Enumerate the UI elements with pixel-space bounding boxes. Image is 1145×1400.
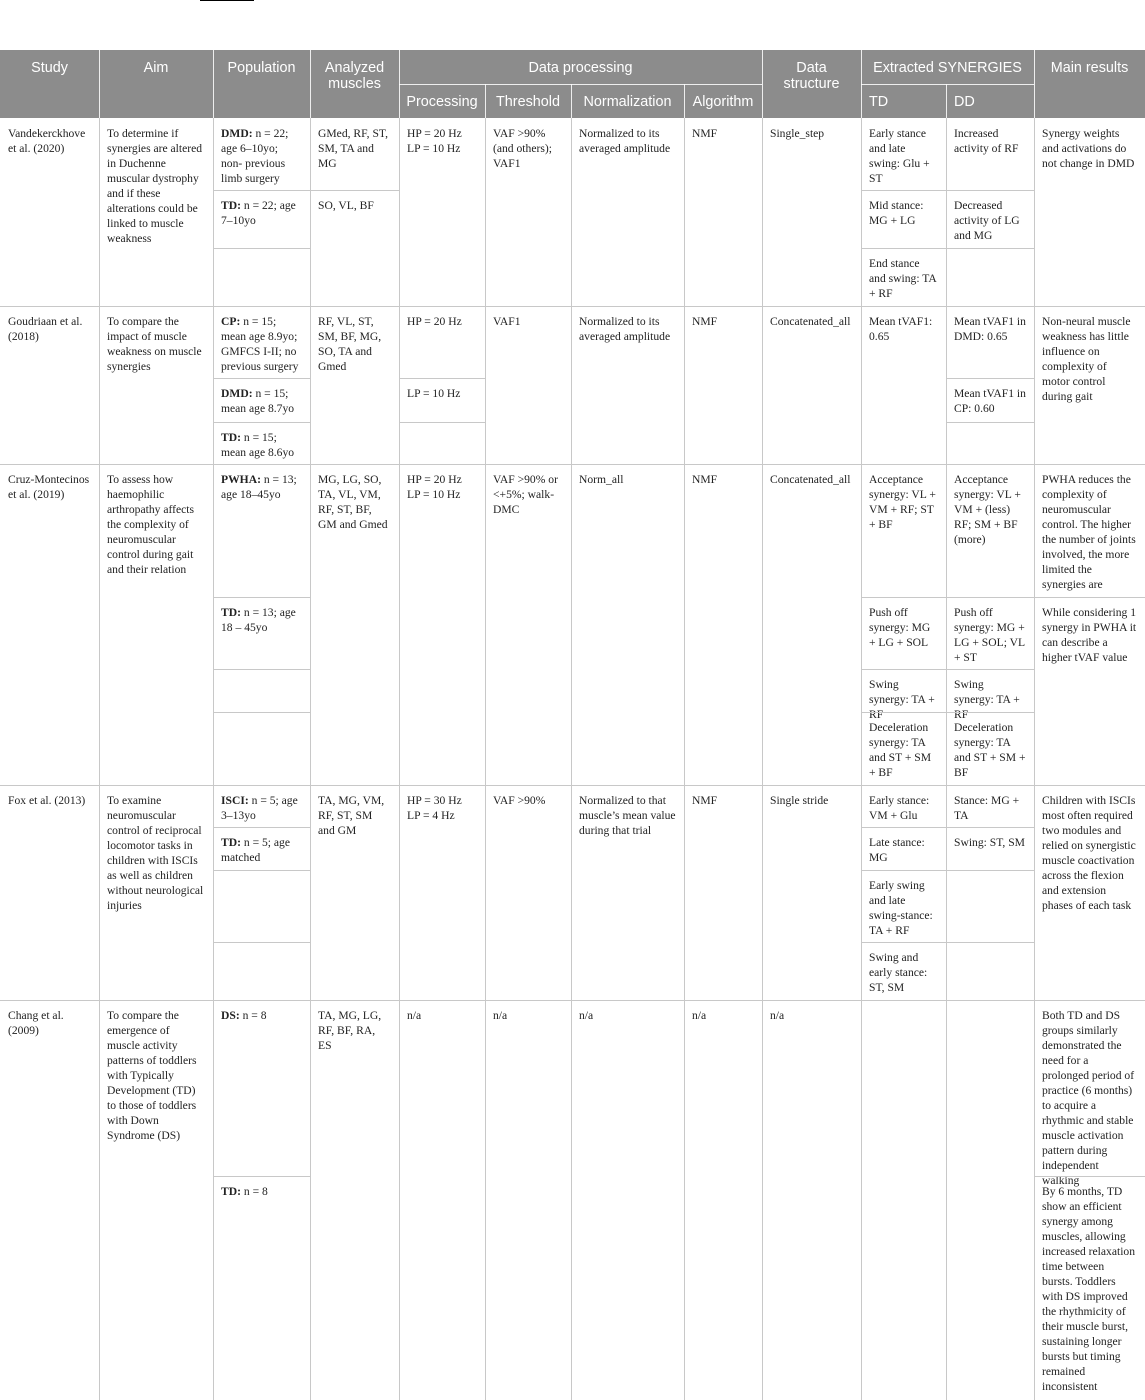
row1-muscles-1: GMed, RF, ST, SM, TA and MG (318, 127, 389, 170)
row2-aim: To compare the impact of muscle weakness on muscle synergies (107, 315, 202, 373)
row2-processing-1: HP = 20 Hz (407, 315, 462, 328)
row5-muscles: TA, MG, LG, RF, BF, RA, ES (318, 1009, 382, 1052)
row4-population-1: ISCI: n = 5; age 3–13yo (221, 794, 298, 822)
row4-td-1: Early stance: VM + Glu (869, 794, 930, 822)
row4-structure: Single stride (770, 794, 829, 807)
row2-structure: Concatenated_all (770, 315, 851, 328)
row2-results: Non-neural muscle weakness has little influence on complexity of motor control during gait (1042, 315, 1131, 403)
row4-td-3: Early swing and late swing-stance: TA + RF (869, 879, 933, 937)
row3-dd-3: Swing synergy: TA + RF (954, 678, 1020, 721)
row4-dd-2: Swing: ST, SM (954, 836, 1025, 849)
row3-algorithm: NMF (692, 473, 718, 486)
row1-results: Synergy weights and activations do not change in DMD (1042, 127, 1135, 170)
row3-population-2: TD: n = 13; age 18 – 45yo (221, 606, 296, 634)
row5-processing: n/a (407, 1009, 422, 1022)
row1-structure: Single_step (770, 127, 825, 140)
header-extracted-synergies: Extracted SYNERGIES (861, 50, 1034, 84)
row2-population-3: TD: n = 15; mean age 8.6yo (221, 431, 295, 459)
header-aim: Aim (99, 50, 213, 118)
top-rule (200, 0, 254, 1)
header-normalization: Normalization (571, 84, 684, 118)
row3-normalization: Norm_all (579, 473, 624, 486)
row2-dd-1: Mean tVAF1 in DMD: 0.65 (954, 315, 1026, 343)
row5-algorithm: n/a (692, 1009, 707, 1022)
row1-threshold: VAF >90% (and others); VAF1 (493, 127, 552, 170)
row3-study: Cruz-Montecinos et al. (2019) (8, 473, 90, 501)
row4-aim: To examine neuromuscular control of reciprocal locomotor tasks in children with ISCIs as well as children without neurological injuries (107, 794, 204, 912)
row3-td-4: Deceleration synergy: TA and ST + SM + BF (869, 721, 932, 779)
row3-muscles: MG, LG, SO, TA, VL, VM, RF, ST, BF, GM and Gmed (318, 473, 388, 531)
row5-aim: To compare the emergence of muscle activity patterns of toddlers with Typically Development (TD) to those of toddlers with Down Syndrome (DS) (107, 1009, 197, 1142)
row1-td-1: Early stance and late swing: Glu + ST (869, 127, 930, 185)
row4-processing: HP = 30 Hz LP = 4 Hz (407, 794, 462, 822)
row4-threshold: VAF >90% (493, 794, 546, 807)
row5-results-2: By 6 months, TD show an efficient synergy among muscles, allowing increased relaxation time between bursts. Toddlers with DS improved the rhythmicity of their muscle burst, sustaining longer bursts but timing remained inconsistent (1042, 1185, 1136, 1393)
header-population: Population (213, 50, 310, 118)
header-td: TD (861, 84, 946, 118)
row2-algorithm: NMF (692, 315, 718, 328)
row2-processing-2: LP = 10 Hz (407, 387, 461, 400)
row2-dd-2: Mean tVAF1 in CP: 0.60 (954, 387, 1026, 415)
row4-td-4: Swing and early stance: ST, SM (869, 951, 928, 994)
row3-td-1: Acceptance synergy: VL + VM + RF; ST + BF (869, 473, 936, 531)
row3-structure: Concatenated_all (770, 473, 851, 486)
row4-population-2: TD: n = 5; age matched (221, 836, 291, 864)
header-processing: Processing (399, 84, 485, 118)
row1-population-1: DMD: n = 22; age 6–10yo; non- previous limb surgery (221, 127, 289, 185)
header-data-structure: Data structure (762, 50, 861, 118)
row1-dd-1: Increased activity of RF (954, 127, 1019, 155)
row1-muscles-2: SO, VL, BF (318, 199, 374, 212)
row5-population-2: TD: n = 8 (221, 1185, 268, 1198)
row1-normalization: Normalized to its averaged amplitude (579, 127, 671, 155)
row5-threshold: n/a (493, 1009, 508, 1022)
row3-td-2: Push off synergy: MG + LG + SOL (869, 606, 931, 649)
row4-td-2: Late stance: MG (869, 836, 925, 864)
row3-results-1: PWHA reduces the complexity of neuromuscular control. The higher the number of joints involved, the more limited the synergies are (1042, 473, 1136, 591)
row4-algorithm: NMF (692, 794, 718, 807)
row4-muscles: TA, MG, VM, RF, ST, SM and GM (318, 794, 385, 837)
row5-results-1: Both TD and DS groups similarly demonstrated the need for a prolonged period of practice (6 months) to acquire a rhythmic and stable muscle activation pattern during independent walking (1042, 1009, 1135, 1187)
row2-population-2: DMD: n = 15; mean age 8.7yo (221, 387, 295, 415)
header-data-processing: Data processing (399, 50, 762, 84)
row4-dd-1: Stance: MG + TA (954, 794, 1020, 822)
row5-normalization: n/a (579, 1009, 594, 1022)
row3-dd-1: Acceptance synergy: VL + VM + (less) RF; SM + BF (more) (954, 473, 1021, 546)
header-dd: DD (946, 84, 1034, 118)
row3-dd-4: Deceleration synergy: TA and ST + SM + BF (954, 721, 1026, 779)
row2-study: Goudriaan et al. (2018) (8, 315, 83, 343)
row5-structure: n/a (770, 1009, 785, 1022)
row1-study: Vandekerckhove et al. (2020) (8, 127, 86, 155)
row2-muscles: RF, VL, ST, SM, BF, MG, SO, TA and Gmed (318, 315, 382, 373)
row1-td-2: Mid stance: MG + LG (869, 199, 924, 227)
row3-td-3: Swing synergy: TA + RF (869, 678, 935, 721)
header-main-results: Main results (1034, 50, 1145, 118)
row3-dd-2: Push off synergy: MG + LG + SOL; VL + ST (954, 606, 1025, 664)
row3-aim: To assess how haemophilic arthropathy affects the complexity of neuromuscular control during gait and their relation (107, 473, 195, 576)
header-study: Study (0, 50, 99, 118)
row3-threshold: VAF >90% or <+5%; walk-DMC (493, 473, 558, 516)
synergy-studies-table (0, 50, 1145, 1400)
row1-population-2: TD: n = 22; age 7–10yo (221, 199, 296, 227)
row1-aim: To determine if synergies are altered in Duchenne muscular dystrophy and if these alterations could be linked to muscle weakness (107, 127, 203, 245)
header-threshold: Threshold (485, 84, 571, 118)
row2-threshold: VAF1 (493, 315, 521, 328)
row1-dd-2: Decreased activity of LG and MG (954, 199, 1020, 242)
row2-normalization: Normalized to its averaged amplitude (579, 315, 671, 343)
row2-td: Mean tVAF1: 0.65 (869, 315, 933, 343)
row4-study: Fox et al. (2013) (8, 794, 86, 807)
row3-population-1: PWHA: n = 13; age 18–45yo (221, 473, 297, 501)
row3-processing: HP = 20 Hz LP = 10 Hz (407, 473, 462, 501)
row2-population-1: CP: n = 15; mean age 8.9yo; GMFCS I-II; no previous surgery (221, 315, 299, 373)
row1-algorithm: NMF (692, 127, 718, 140)
row1-td-3: End stance and swing: TA + RF (869, 257, 937, 300)
row3-results-2: While considering 1 synergy in PWHA it can describe a higher tVAF value (1042, 606, 1137, 664)
row5-study: Chang et al. (2009) (8, 1009, 64, 1037)
row4-normalization: Normalized to that muscle’s mean value during that trial (579, 794, 676, 837)
header-algorithm: Algorithm (684, 84, 762, 118)
row1-processing: HP = 20 Hz LP = 10 Hz (407, 127, 462, 155)
row4-results: Children with ISCIs most often required two modules and relied on synergistic muscle coactivation across the flexion and extension phases of each task (1042, 794, 1136, 912)
row5-population-1: DS: n = 8 (221, 1009, 267, 1022)
header-analyzed-muscles: Analyzed muscles (310, 50, 399, 118)
